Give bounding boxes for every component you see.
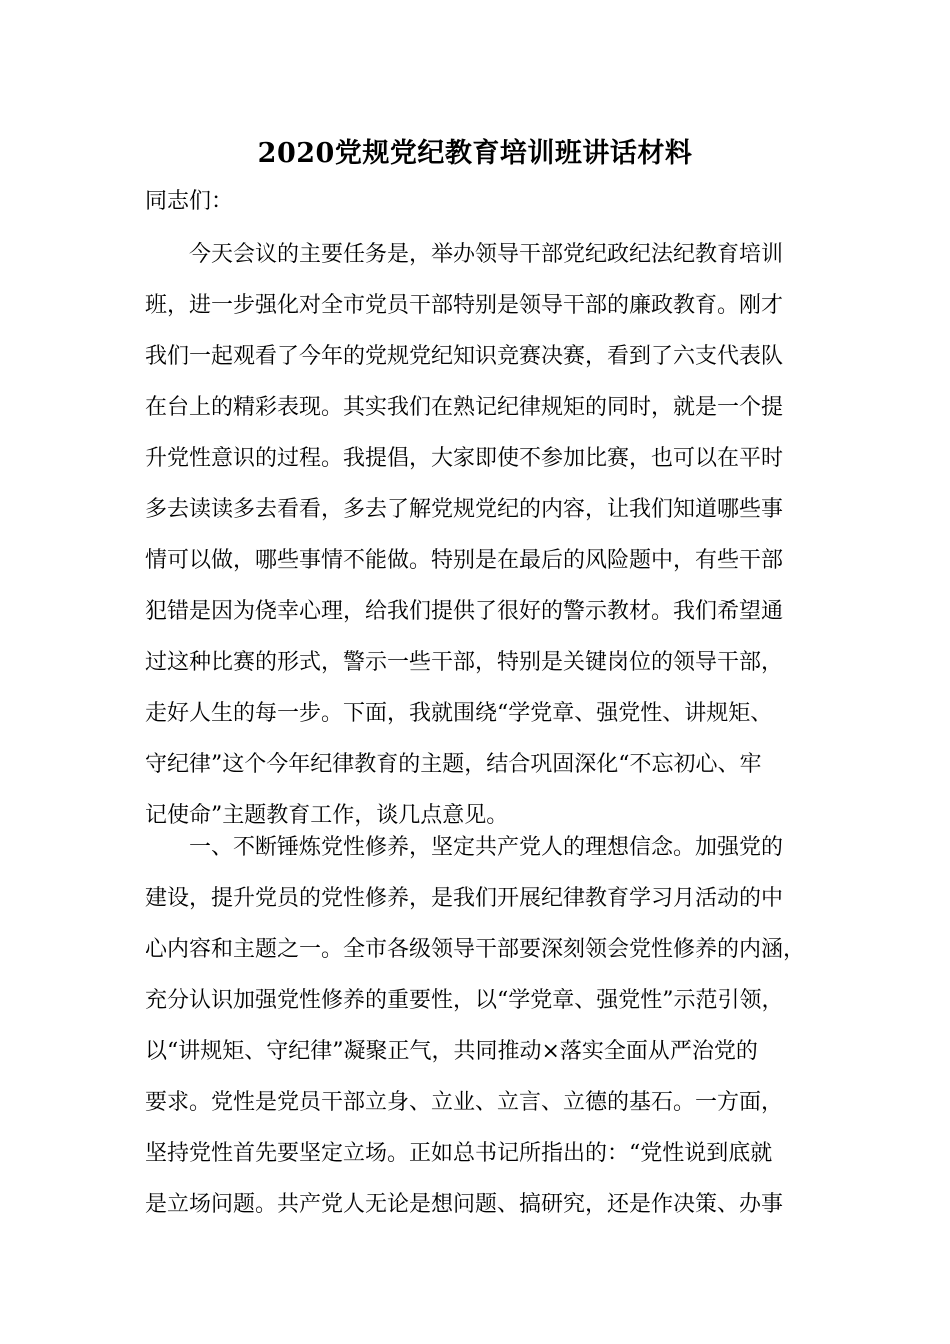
paragraph-line: 犯错是因为侥幸心理，给我们提供了很好的警示教材。我们希望通	[145, 599, 784, 624]
paragraph-line: 心内容和主题之一。全市各级领导干部要深刻领会党性修养的内涵，	[145, 937, 805, 962]
paragraph-line: 走好人生的每一步。下面，我就围绕“学党章、强党性、讲规矩、	[145, 701, 773, 726]
paragraph-line: 在台上的精彩表现。其实我们在熟记纪律规矩的同时，就是一个提	[145, 395, 784, 420]
paragraph-line: 建设，提升党员的党性修养，是我们开展纪律教育学习月活动的中	[145, 886, 784, 911]
paragraph-line: 坚持党性首先要坚定立场。正如总书记所指出的：“党性说到底就	[145, 1141, 773, 1166]
paragraph-line: 升党性意识的过程。我提倡，大家即使不参加比赛，也可以在平时	[145, 446, 784, 471]
paragraph-line: 我们一起观看了今年的党规党纪知识竞赛决赛，看到了六支代表队	[145, 344, 784, 369]
paragraph-line: 是立场问题。共产党人无论是想问题、搞研究，还是作决策、办事	[145, 1192, 784, 1217]
paragraph-line: 要求。党性是党员干部立身、立业、立言、立德的基石。一方面，	[145, 1090, 784, 1115]
paragraph-line: 一、不断锤炼党性修养，坚定共产党人的理想信念。加强党的	[189, 835, 784, 860]
paragraph-line: 过这种比赛的形式，警示一些干部，特别是关键岗位的领导干部，	[145, 650, 784, 675]
paragraph-1	[145, 229, 805, 841]
paragraph-line: 多去读读多去看看，多去了解党规党纪的内容，让我们知道哪些事	[145, 497, 784, 522]
paragraph-2	[145, 822, 805, 1230]
paragraph-line: 班，进一步强化对全市党员干部特别是领导干部的廉政教育。刚才	[145, 293, 784, 318]
paragraph-line: 守纪律”这个今年纪律教育的主题，结合巩固深化“不忘初心、牢	[145, 752, 762, 777]
paragraph-line: 今天会议的主要任务是，举办领导干部党纪政纪法纪教育培训	[189, 242, 784, 267]
salutation: 同志们：	[145, 189, 234, 214]
paragraph-line: 以“讲规矩、守纪律”凝聚正气，共同推动×落实全面从严治党的	[145, 1039, 758, 1064]
paragraph-line: 情可以做，哪些事情不能做。特别是在最后的风险题中，有些干部	[145, 548, 784, 573]
paragraph-line: 记使命”主题教育工作，谈几点意见。	[145, 803, 509, 828]
paragraph-line: 充分认识加强党性修养的重要性，以“学党章、强党性”示范引领，	[145, 988, 784, 1013]
document-title: 2020党规党纪教育培训班讲话材料	[257, 138, 693, 169]
